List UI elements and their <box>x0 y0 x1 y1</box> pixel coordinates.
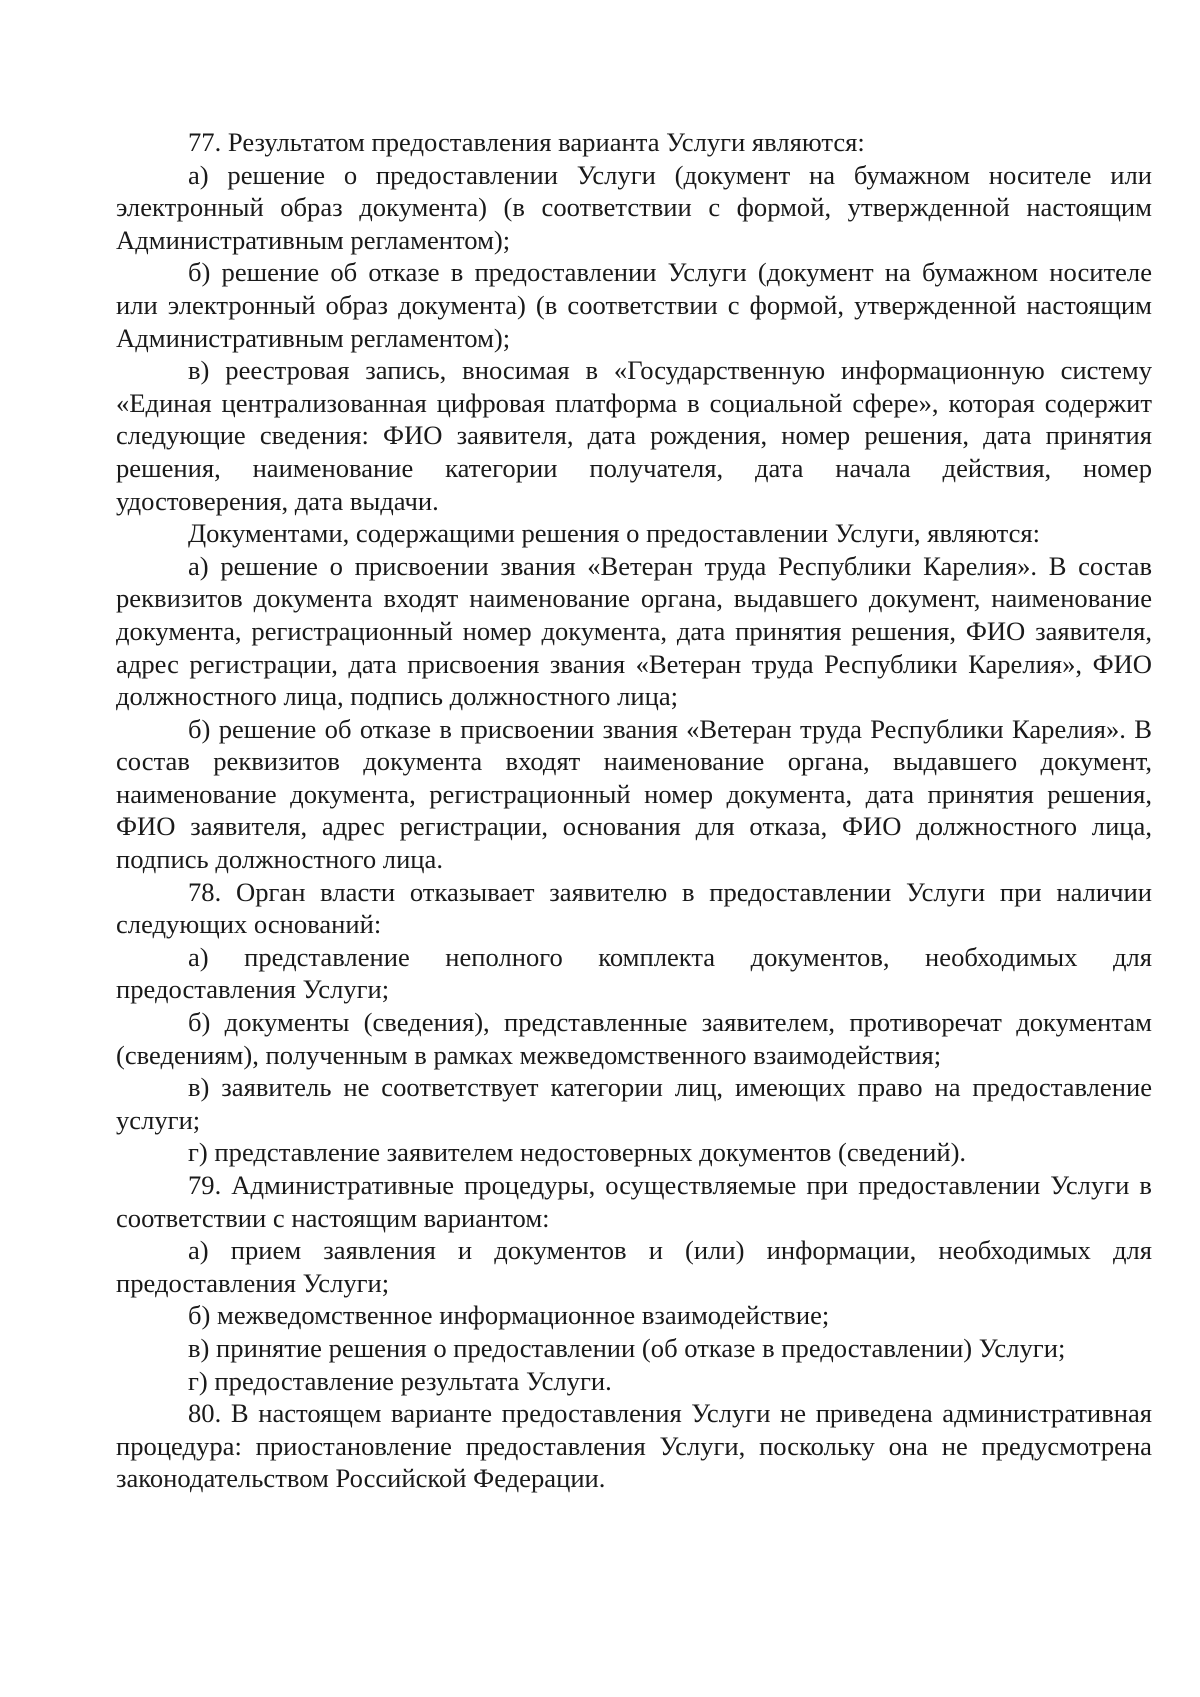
paragraph-78-a: а) представление неполного комплекта документов, необходимых для предоставления Услуги; <box>116 941 1152 1005</box>
paragraph-79-d: г) предоставление результата Услуги. <box>188 1365 612 1396</box>
paragraph-78-d: г) представление заявителем недостоверных документов (сведений). <box>188 1137 967 1168</box>
paragraph-77-heading: 77. Результатом предоставления варианта Услуги являются: <box>188 127 865 157</box>
paragraph-78-c: в) заявитель не соответствует категории лиц, имеющих право на предоставление услуги; <box>116 1072 1152 1135</box>
paragraph-documents-b: б) решение об отказе в присвоении звания «Ветеран труда Республики Карелия». В состав реквизитов документа входят наименование органа, выдавшего документ, наименование документа, регистрационный номер документа, дата принятия решения, ФИО заявителя, адрес регистрации, основания для отказа, ФИО должностного лица, подпись должностного лица. <box>116 713 1152 875</box>
paragraph-77-b: б) решение об отказе в предоставлении Услуги (документ на бумажном носителе или электронный образ документа) (в соответствии с формой, утвержденной настоящим Административным регламентом); <box>116 257 1152 353</box>
paragraph-80: 80. В настоящем варианте предоставления Услуги не приведена административная процедура: приостановление предоставления Услуги, поскольку она не предусмотрена законодательством Российской Федерации. <box>116 1398 1152 1494</box>
paragraph-79-heading: 79. Административные процедуры, осуществляемые при предоставлении Услуги в соответствии с настоящим вариантом: <box>116 1170 1152 1233</box>
paragraph-documents-heading: Документами, содержащими решения о предоставлении Услуги, являются: <box>188 518 1041 549</box>
paragraph-79-b: б) межведомственное информационное взаимодействие; <box>188 1300 830 1331</box>
paragraph-documents-a: а) решение о присвоении звания «Ветеран труда Республики Карелия». В состав реквизитов документа входят наименование органа, выдавшего документ, наименование документа, регистрационный номер документа, дата принятия решения, ФИО заявителя, адрес регистрации, дата присвоения звания «Ветеран труда Республики Карелия», ФИО должностного лица, подпись должностного лица; <box>116 550 1152 712</box>
paragraph-79-c: в) принятие решения о предоставлении (об отказе в предоставлении) Услуги; <box>188 1332 1066 1363</box>
paragraph-78-heading: 78. Орган власти отказывает заявителю в предоставлении Услуги при наличии следующих оснований: <box>116 876 1152 940</box>
paragraph-78-b: б) документы (сведения), представленные заявителем, противоречат документам (сведениям), полученным в рамках межведомственного взаимодействия; <box>116 1007 1152 1070</box>
paragraph-79-a: а) прием заявления и документов и (или) информации, необходимых для предоставления Услуги; <box>116 1235 1152 1298</box>
paragraph-77-a: а) решение о предоставлении Услуги (документ на бумажном носителе или электронный образ документа) (в соответствии с формой, утвержденной настоящим Административным регламентом); <box>116 159 1152 255</box>
document-body <box>116 126 1152 1495</box>
paragraph-77-c: в) реестровая запись, вносимая в «Государственную информационную систему «Единая централизованная цифровая платформа в социальной сфере», которая содержит следующие сведения: ФИО заявителя, дата рождения, номер решения, дата принятия решения, наименование категории получателя, дата начала действия, номер удостоверения, дата выдачи. <box>116 355 1152 516</box>
